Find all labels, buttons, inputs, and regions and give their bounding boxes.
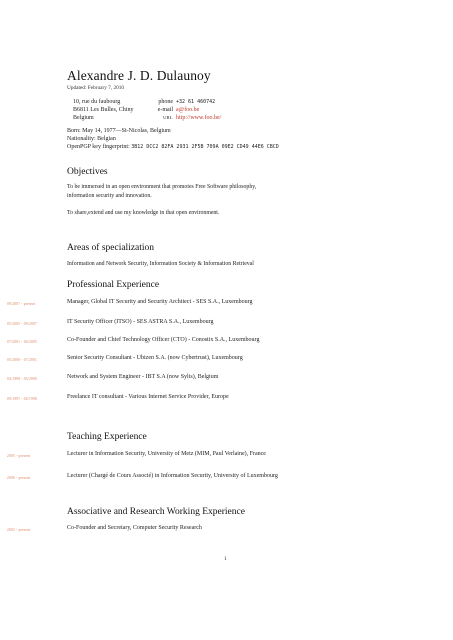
- entry-text: Lecturer (Chargé de Cours Associé) in Information Security, University of Luxembourg: [67, 473, 278, 479]
- phone-label: phone: [158, 99, 173, 105]
- objectives-para-2: To share,extend and use my knowledge in that open environment.: [67, 210, 220, 216]
- section-objectives: Objectives: [67, 167, 108, 177]
- objectives-line-1: To be immersed in an open environment that promotes Free Software philosophy,: [67, 184, 257, 190]
- section-professional: Professional Experience: [67, 280, 160, 290]
- entry-date: 04/1998 - 05/2000: [7, 377, 37, 381]
- url-row: [151, 114, 221, 122]
- entry-text: Lecturer in Information Security, University of Metz (MIM, Paul Verlaine), France: [67, 451, 266, 457]
- entry-text: Co-Founder and Secretary, Computer Security Research: [67, 525, 202, 531]
- url-link[interactable]: http://www.foo.be/: [176, 115, 222, 121]
- address-line-3: Belgium: [73, 115, 94, 121]
- entry-date: 05/2000 - 07/2001: [7, 358, 37, 362]
- page-number: 1: [224, 556, 227, 562]
- entry-date: 09/1997 - 04/1998: [7, 397, 37, 401]
- section-teaching: Teaching Experience: [67, 432, 147, 442]
- email-label: e-mail: [157, 107, 173, 113]
- email-row: [151, 106, 199, 114]
- pgp-fingerprint: 3B12 DCC2 82FA 2931 2F5B 709A 09E2 CD49 44E6 CBCD: [131, 144, 279, 150]
- entry-date: 2002 - present: [7, 528, 31, 532]
- nationality-info: Nationality: Belgian: [67, 136, 116, 142]
- objectives-para-1: [67, 183, 387, 200]
- entry-date: 2005 - present: [7, 454, 31, 458]
- specialization-text: Information and Network Security, Information Society & Information Retrieval: [67, 261, 254, 267]
- pgp-row: [67, 143, 279, 151]
- entry-text: Manager, Global IT Security and Security Architect - SES S.A., Luxembourg: [67, 299, 253, 305]
- section-specialization: Areas of specialization: [67, 243, 155, 253]
- url-label: URL: [163, 115, 173, 120]
- address-line-1: 10, rue du faubourg: [73, 99, 121, 105]
- entry-text: Co-Founder and Chief Technology Officer (CTO) - Conostix S.A., Luxembourg: [67, 337, 260, 343]
- entry-text: Senior Security Consultant - Ubizen S.A. (now Cybertrust), Luxembourg: [67, 355, 243, 361]
- objectives-line-2: information security and innovation.: [67, 192, 152, 199]
- entry-text: IT Security Officer (ITSO) - SES ASTRA S.A., Luxembourg: [67, 319, 214, 325]
- address-line-2: B6811 Les Bulles, Chiny: [73, 107, 134, 113]
- pgp-label: OpenPGP key fingerprint:: [67, 144, 130, 150]
- entry-date: 09/2007 - present: [7, 302, 36, 306]
- entry-date: 05/2005 - 09/2007: [7, 322, 37, 326]
- entry-date: 07/2001 - 04/2005: [7, 340, 37, 344]
- section-research: Associative and Research Working Experience: [67, 507, 245, 517]
- phone-row: [151, 98, 215, 106]
- page-title: Alexandre J. D. Dulaunoy: [67, 68, 211, 83]
- born-info: Born: May 14, 1977—St-Nicolas, Belgium: [67, 128, 171, 134]
- entry-date: 2006 - present: [7, 476, 31, 480]
- entry-text: Freelance IT consultant - Various Internet Service Provider, Europe: [67, 394, 229, 400]
- phone-value: +32 61 460742: [176, 99, 216, 105]
- email-link[interactable]: a@foo.be: [176, 107, 200, 113]
- entry-text: Network and System Engineer - IBT S.A (now Sylis), Belgium: [67, 374, 219, 380]
- updated-date: Updated: February 7, 2010: [67, 85, 125, 91]
